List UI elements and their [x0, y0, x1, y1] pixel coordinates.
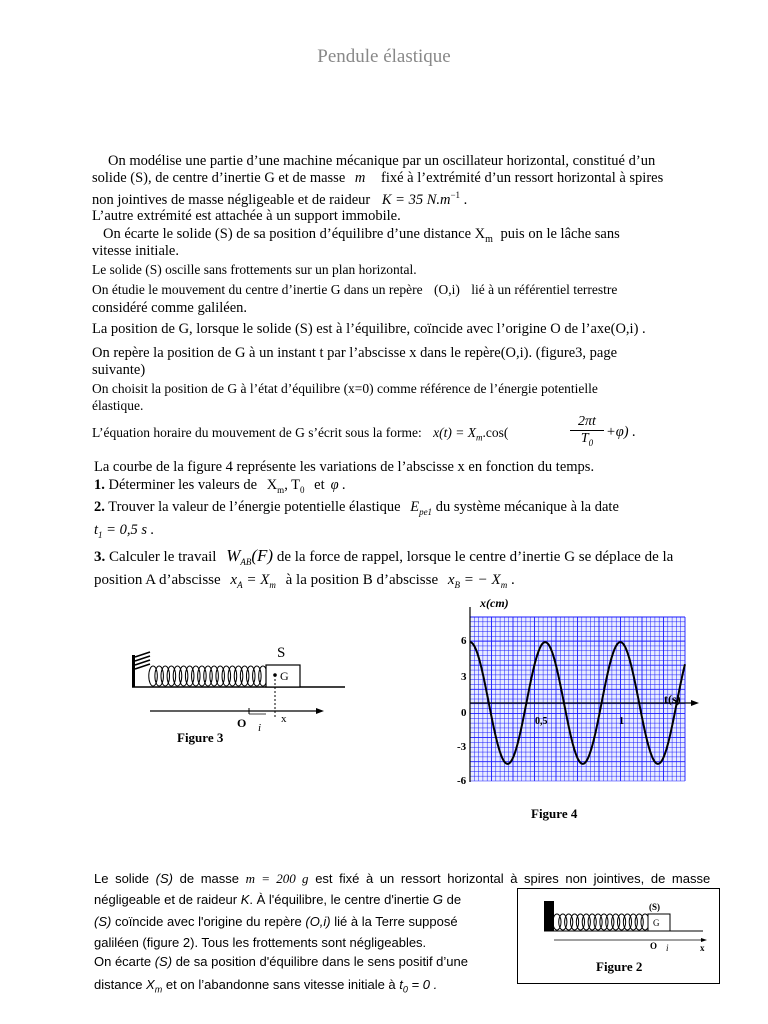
- figure-2: [518, 889, 719, 983]
- text-line: vitesse initiale.: [92, 243, 179, 259]
- text-line: On repère la position de G à un instant t par l’abscisse x dans le repère(O,i). (figure3, page: [92, 345, 618, 361]
- text-line: (S) coïncide avec l'origine du repère (O,i) lié à la Terre supposé: [94, 914, 458, 929]
- equation-end: +φ) .: [606, 424, 636, 440]
- equation-line: L’équation horaire du mouvement de G s’écrit sous la forme: $x(t) = X_m.\cos$(: [92, 425, 509, 443]
- question-1: 1. Déterminer les valeurs de $X_m$, $T_0$ et φ .: [94, 477, 346, 495]
- figure-2-label: Figure 2: [596, 959, 643, 974]
- text-line: On écarte le solide (S) de sa position d’équilibre d’une distance $X_m$ puis on le lâche sans: [103, 226, 620, 245]
- y-tick-label: 0: [461, 707, 467, 719]
- figure-3-label: Figure 3: [177, 730, 224, 745]
- question-3-line2: position A d’abscisse $x_A = X_m$ à la position B d’abscisse $x_B$ = − $X_m$ .: [94, 572, 515, 590]
- text-line: négligeable et de raideur K. À l'équilibre, le centre d'inertie G de: [94, 892, 462, 907]
- question-2: 2. Trouver la valeur de l’énergie potentielle élastique $E_{pe1}$ du système mécanique à la date: [94, 499, 619, 517]
- y-tick-label: -6: [457, 775, 467, 787]
- question-3: 3. Calculer le travail $W_{AB}(F)$ de la force de rappel, lorsque le centre d’inertie G se déplace de la: [94, 546, 674, 567]
- wall: [132, 652, 150, 687]
- text-line: suivante): [92, 362, 146, 378]
- text-line: On écarte (S) de sa position d'équilibre dans le sens positif d’une: [94, 954, 468, 969]
- unit-vector-label: i: [666, 943, 669, 953]
- axis-arrow: [316, 708, 324, 714]
- y-tick-label: 6: [461, 635, 467, 647]
- origin-label: O: [650, 941, 658, 951]
- x-axis-label: t(s): [664, 692, 681, 706]
- spring: [149, 666, 267, 686]
- text-line: On choisit la position de G à l’état d’équilibre (x=0) comme référence de l’énergie potentielle: [92, 381, 598, 396]
- text-line: élastique.: [92, 398, 144, 413]
- solid-label: (S): [649, 902, 660, 912]
- text-line: La position de G, lorsque le solide (S) est à l’équilibre, coïncide avec l’origine O de l’axe(O,i) .: [92, 321, 646, 337]
- figure-2-frame: [517, 888, 720, 984]
- y-tick-label: 3: [461, 671, 467, 683]
- text-line: La courbe de la figure 4 représente les variations de l’abscisse x en fonction du temps.: [94, 459, 595, 475]
- x-label: x: [700, 943, 705, 953]
- wall: [544, 901, 554, 931]
- text-line: Le solide (S) oscille sans frottements sur un plan horizontal.: [92, 262, 417, 277]
- text-line: distance $X_m$ et on l’abandonne sans vitesse initiale à $t_0 = 0$ .: [94, 977, 438, 995]
- figure-3: [120, 635, 360, 750]
- text-line: L’autre extrémité est attachée à un support immobile.: [92, 208, 401, 224]
- axis-arrow: [701, 938, 707, 942]
- spring: [553, 914, 649, 930]
- y-tick-label: -3: [457, 741, 467, 753]
- text-line: considéré comme galiléen.: [92, 300, 248, 316]
- text-line: On modélise une partie d’une machine mécanique par un oscillateur horizontal, constitué d’un: [108, 153, 656, 169]
- x-label: x: [281, 713, 287, 725]
- figure-4-label: Figure 4: [531, 806, 578, 821]
- g-label: G: [653, 918, 660, 928]
- text-line: On étudie le mouvement du centre d’inertie G dans un repère (O,i) lié à un référentiel terrestre: [92, 282, 618, 297]
- text-line: non jointives de masse négligeable et de raideur K = 35 $N.m^{-1}$ .: [92, 190, 468, 208]
- page-title: Pendule élastique: [317, 46, 451, 67]
- text-line: Le solide (S) de masse m = 200 g est fixé à un ressort horizontal à spires non jointives, de masse: [94, 871, 711, 886]
- unit-vector-label: i: [258, 722, 262, 734]
- solid-label: S: [277, 645, 286, 661]
- g-label: G: [280, 669, 289, 683]
- x-tick-label: 0,5: [535, 716, 548, 727]
- figure-4-chart: [440, 592, 700, 832]
- x-axis-arrow: [691, 700, 699, 706]
- text-line: galiléen (figure 2). Tous les frottements sont négligeables.: [94, 935, 427, 950]
- origin-label: O: [237, 716, 247, 730]
- y-axis-label: x(cm): [480, 596, 509, 610]
- question-2-date: $t_1 = 0,5$ s .: [94, 522, 155, 540]
- x-tick-label: 1: [619, 716, 624, 727]
- fraction: 2πt $T_0$: [570, 414, 604, 451]
- text-line: solide (S), de centre d’inertie G et de masse m fixé à l’extrémité d’un ressort horizontal à spires: [92, 170, 664, 186]
